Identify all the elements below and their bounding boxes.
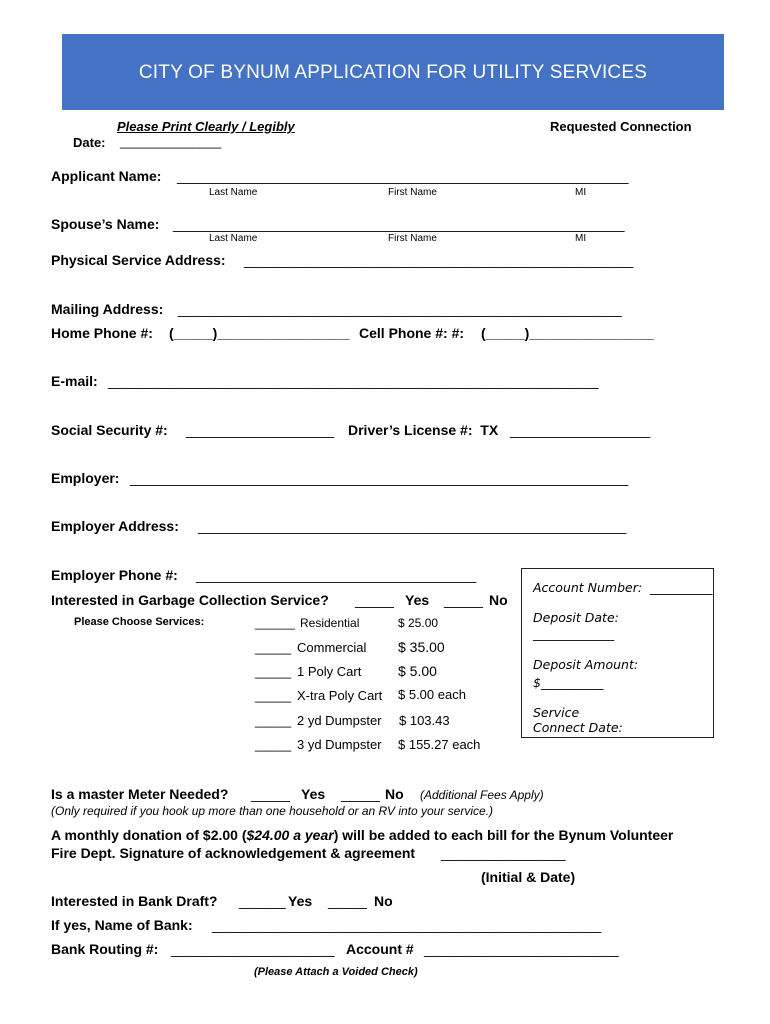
service-name-residential: Residential: [300, 616, 360, 630]
master-meter-question: Is a master Meter Needed?: [51, 786, 229, 802]
bank-draft-no-blank[interactable]: _____: [328, 893, 367, 909]
account-number-bank-label: Account #: [346, 941, 414, 957]
service-name-2yd-dumpster: 2 yd Dumpster: [297, 713, 382, 728]
deposit-amount-label: Deposit Amount:: [533, 657, 639, 672]
donation-yearly-amount: $24.00 a year: [246, 827, 334, 843]
service-price-xtra-poly-cart: $ 5.00 each: [398, 687, 466, 702]
service-blank-commercial[interactable]: _____: [255, 640, 292, 655]
drivers-license-label: Driver’s License #: TX: [348, 422, 499, 438]
service-blank-3yd-dumpster[interactable]: _____: [255, 737, 292, 752]
service-connect-label-line2: Connect Date:: [533, 720, 623, 735]
applicant-mi-caption: MI: [575, 187, 587, 198]
service-name-xtra-poly-cart: X-tra Poly Cart: [297, 688, 383, 703]
deposit-amount-field[interactable]: $__________: [533, 675, 604, 690]
garbage-question: Interested in Garbage Collection Service?: [51, 592, 329, 608]
master-meter-yes-label: Yes: [301, 786, 326, 802]
home-phone-field[interactable]: (_____)_________________: [169, 325, 350, 341]
donation-signature-field[interactable]: ________________: [441, 845, 566, 861]
date-field[interactable]: ______________: [120, 134, 222, 149]
master-meter-yes-blank[interactable]: _____: [251, 786, 290, 802]
spouse-name-field[interactable]: __________________________________________________________: [173, 216, 625, 232]
bank-name-label: If yes, Name of Bank:: [51, 917, 193, 933]
spouse-name-label: Spouse’s Name:: [51, 216, 160, 232]
employer-address-field[interactable]: _______________________________________________________: [198, 518, 627, 534]
employer-field[interactable]: ________________________________________________________________: [130, 470, 629, 486]
mailing-address-field[interactable]: _________________________________________________________: [178, 301, 622, 317]
service-blank-poly-cart[interactable]: _____: [255, 664, 292, 679]
master-meter-note: (Only required if you hook up more than one household or an RV into your service.): [51, 804, 494, 818]
service-blank-xtra-poly-cart[interactable]: _____: [255, 688, 292, 703]
bank-draft-no-label: No: [374, 893, 393, 909]
bank-draft-yes-label: Yes: [288, 893, 313, 909]
master-meter-no-blank[interactable]: _____: [341, 786, 380, 802]
physical-address-label: Physical Service Address:: [51, 252, 226, 268]
date-label: Date:: [73, 135, 106, 150]
donation-line2: Fire Dept. Signature of acknowledgement & agreement: [51, 845, 416, 861]
additional-fees-note: (Additional Fees Apply): [420, 788, 544, 802]
account-number-bank-field[interactable]: _________________________: [424, 941, 619, 957]
deposit-date-label: Deposit Date:: [533, 610, 619, 625]
email-label: E-mail:: [51, 373, 98, 389]
account-number-label: Account Number:: [533, 580, 643, 595]
service-name-commercial: Commercial: [297, 640, 367, 655]
applicant-name-field[interactable]: __________________________________________________________: [177, 168, 629, 184]
bank-name-field[interactable]: __________________________________________________: [212, 917, 602, 933]
donation-text-c: ) will be added to each bill for the Bynum Volunteer: [333, 827, 674, 843]
service-price-3yd-dumpster: $ 155.27 each: [398, 737, 481, 752]
service-price-residential: $ 25.00: [398, 616, 439, 630]
office-use-box: [521, 568, 714, 738]
spouse-mi-caption: MI: [575, 233, 587, 244]
initial-date-label: (Initial & Date): [481, 869, 576, 885]
applicant-name-label: Applicant Name:: [51, 168, 162, 184]
service-connect-label-line1: Service: [533, 705, 580, 720]
deposit-date-field[interactable]: _____________: [533, 626, 615, 641]
employer-address-label: Employer Address:: [51, 518, 179, 534]
ssn-label: Social Security #:: [51, 422, 168, 438]
applicant-last-name-caption: Last Name: [209, 187, 258, 198]
routing-field[interactable]: _____________________: [171, 941, 335, 957]
attach-voided-check-note: (Please Attach a Voided Check): [254, 966, 418, 978]
service-blank-residential[interactable]: ______: [255, 616, 296, 630]
email-field[interactable]: _______________________________________________________________: [108, 373, 599, 389]
employer-label: Employer:: [51, 470, 120, 486]
mailing-address-label: Mailing Address:: [51, 301, 164, 317]
garbage-no-blank[interactable]: _____: [444, 592, 483, 608]
garbage-yes-blank[interactable]: _____: [355, 592, 394, 608]
form-header: [62, 34, 724, 110]
spouse-last-name-caption: Last Name: [209, 233, 258, 244]
routing-label: Bank Routing #:: [51, 941, 159, 957]
employer-phone-field[interactable]: ____________________________________: [196, 567, 477, 583]
employer-phone-label: Employer Phone #:: [51, 567, 178, 583]
bank-draft-question: Interested in Bank Draft?: [51, 893, 218, 909]
garbage-no-label: No: [489, 592, 508, 608]
requested-connection-label: Requested Connection: [550, 119, 692, 134]
service-price-2yd-dumpster: $ 103.43: [399, 713, 450, 728]
account-number-field[interactable]: __________: [650, 580, 713, 595]
physical-address-field[interactable]: __________________________________________________: [244, 252, 634, 268]
drivers-license-field[interactable]: __________________: [510, 422, 651, 438]
bank-draft-yes-blank[interactable]: ______: [239, 893, 286, 909]
spouse-first-name-caption: First Name: [388, 233, 437, 244]
cell-phone-field[interactable]: (_____)________________: [481, 325, 654, 341]
service-blank-2yd-dumpster[interactable]: _____: [255, 713, 292, 728]
cell-phone-label: Cell Phone #: #:: [359, 325, 465, 341]
service-price-commercial: $ 35.00: [398, 639, 445, 655]
garbage-yes-label: Yes: [405, 592, 430, 608]
master-meter-no-label: No: [385, 786, 404, 802]
service-name-poly-cart: 1 Poly Cart: [297, 664, 362, 679]
service-name-3yd-dumpster: 3 yd Dumpster: [297, 737, 382, 752]
print-clearly-note: Please Print Clearly / Legibly: [117, 119, 295, 134]
service-price-poly-cart: $ 5.00: [398, 663, 437, 679]
applicant-first-name-caption: First Name: [388, 187, 437, 198]
donation-text-a: A monthly donation of $2.00 (: [51, 827, 247, 843]
donation-line1: [51, 827, 673, 843]
form-title: CITY OF BYNUM APPLICATION FOR UTILITY SERVICES: [138, 62, 648, 83]
choose-services-label: Please Choose Services:: [74, 616, 205, 628]
home-phone-label: Home Phone #:: [51, 325, 153, 341]
ssn-field[interactable]: ___________________: [186, 422, 334, 438]
